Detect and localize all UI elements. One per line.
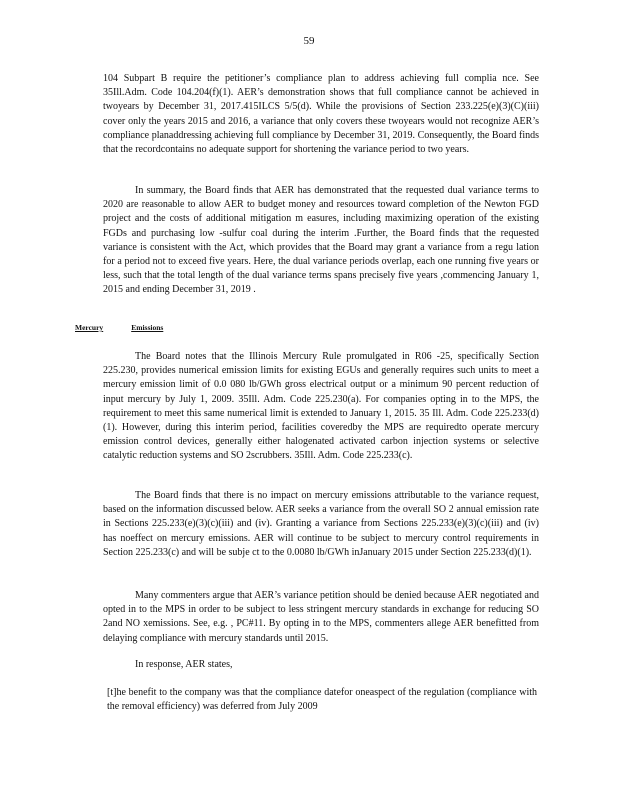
- paragraph-3: The Board notes that the Illinois Mercury Rule promulgated in R06 -25, specifically Section 225.230, provides numerical emission limits for existing EGUs and generally requires such units to meet a mercury emission limit of 0.0 080 lb/GWh gross electrical output or a minimum 90 percent reduction of input mercury by July 1, 2009. 35Ill. Adm. Code 225.230(a). For companies opting in to the MPS, the requirement to meet this same numerical limit is extended to January 1, 2015. 35 Ill. Adm. Code 225.233(d)(1). However, during this interim period, facilities coveredby the MPS are requiredto operate mercury emission control devices, generally either halogenated activated carbon injection systems or selective catalytic reduction systems and SO 2scrubbers. 35Ill. Adm. Code 225.233(c).: [103, 351, 539, 462]
- page-number: 59: [303, 35, 315, 47]
- paragraph-4: The Board finds that there is no impact on mercury emissions attributable to the variance request, based on the information discussed below. AER seeks a variance from the overall SO 2 annual emission rate in Sections 225.233(e)(3)(c)(iii) and (iv). Granting a variance from Sections 225.233(e)(3)(c)(iii) and (iv) has noeffect on mercury emissions. AER will continue to be subject to mercury control requirements in Section 225.233(c) and will be subje ct to the 0.0080 lb/GWh inJanuary 2015 under Section 225.233(d)(1).: [103, 490, 539, 558]
- paragraph-5: Many commenters argue that AER’s variance petition should be denied because AER negotiated and opted in to the MPS in order to be subject to less stringent mercury standards in exchange for reducing SO 2and NO xemissions. See, e.g. , PC#11. By opting in to the MPS, commenters allege AER benefitted from delaying compliance with mercury standards until 2015.: [103, 590, 539, 644]
- block-quote: [t]he benefit to the company was that the compliance datefor oneaspect of the regulation (compliance with the removal efficiency) was deferred from July 2009: [107, 687, 537, 713]
- heading-word-2: Emissions: [131, 323, 164, 332]
- paragraph-1: 104 Subpart B require the petitioner’s compliance plan to address achieving full complia nce. See 35Ill.Adm. Code 104.204(f)(1). AER’s demonstration shows that full compliance cannot be achieved in twoyears by December 31, 2017.415ILCS 5/5(d). While the provisions of Section 233.225(e)(3)(C)(iii) cover only the years 2015 and 2016, a variance that only covers these twoyears would not recognize AER’s compliance planaddressing achieving full compliance by December 31, 2019. Consequently, the Board finds that the recordcontains no adequate support for shortening the variance period to two years.: [103, 73, 539, 156]
- heading-word-1: Mercury: [75, 323, 104, 332]
- section-heading: [75, 323, 191, 332]
- paragraph-2: In summary, the Board finds that AER has demonstrated that the requested dual variance terms to 2020 are reasonable to allow AER to budget money and resources toward completion of the Newton FGD project and the costs of additional mitigation m easures, including maximizing operation of the existing FGDs and purchasing low -sulfur coal during the interim .Further, the Board finds that the requested variance is consistent with the Act, which provides that the Board may grant a variance from a regu lation for a period not to exceed five years. Here, the dual variance periods overlap, each one running five years or less, such that the total length of the dual variance terms spans precisely five years ,commencing January 1, 2015 and ending December 31, 2019 .: [103, 185, 539, 296]
- paragraph-6: In response, AER states,: [135, 659, 233, 670]
